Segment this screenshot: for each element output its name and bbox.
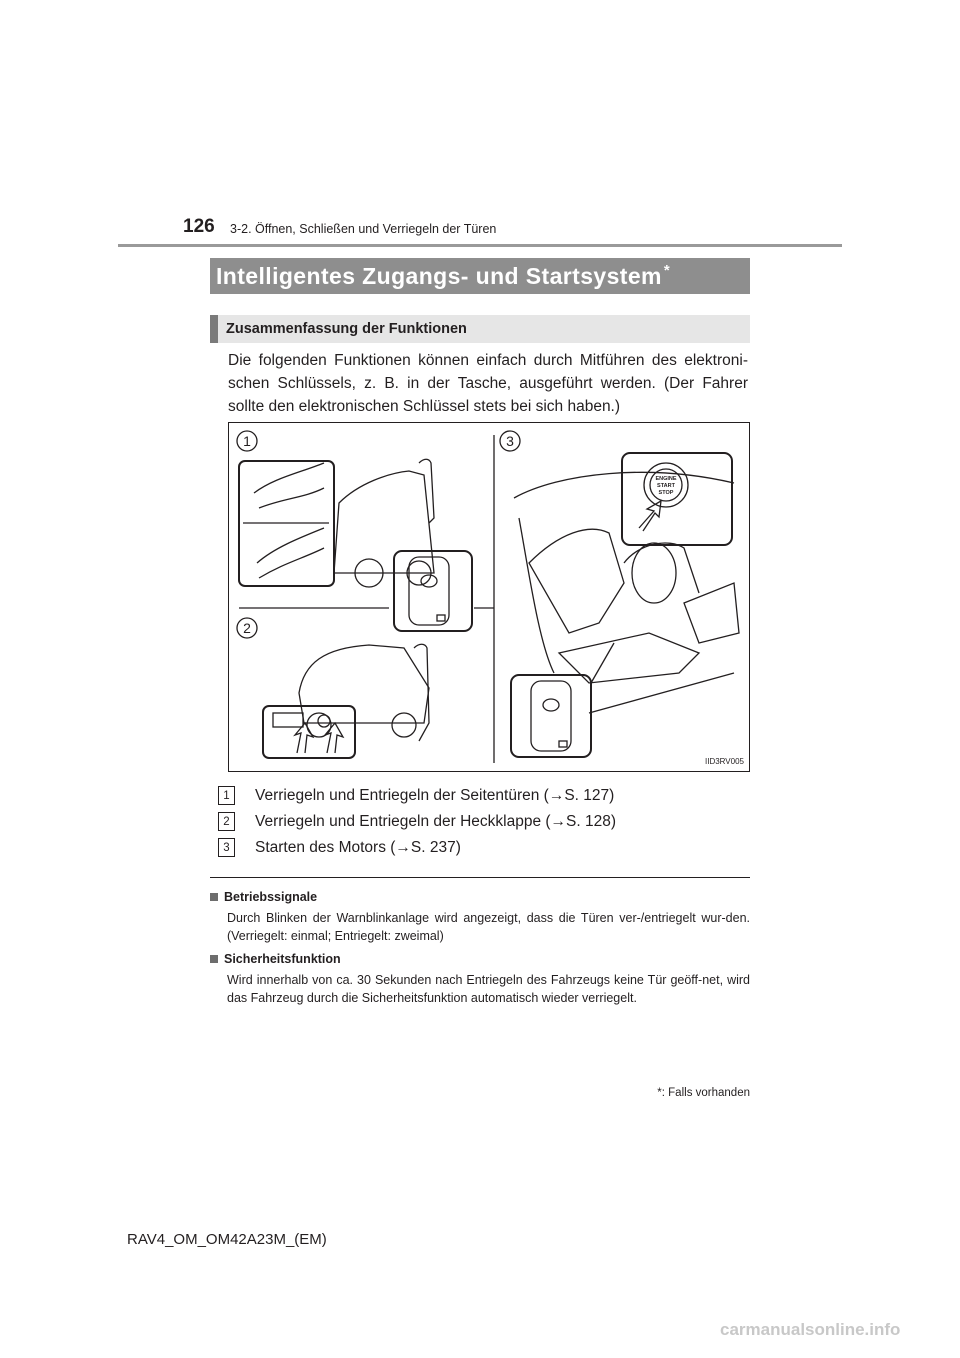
figure bbox=[228, 422, 750, 772]
button-text-stop: STOP bbox=[658, 490, 674, 496]
item-number: 1 bbox=[218, 786, 235, 805]
item-text: Verriegeln und Entriegeln der Seitentüren (→S. 127) bbox=[255, 786, 615, 804]
page-number: 126 bbox=[183, 216, 215, 237]
list-item bbox=[218, 812, 616, 831]
footnote: *: Falls vorhanden bbox=[657, 1087, 750, 1099]
note-title: Sicherheitsfunktion bbox=[224, 952, 341, 966]
list-item bbox=[218, 838, 461, 857]
illustration bbox=[229, 423, 749, 771]
section-rule bbox=[210, 877, 750, 878]
header-rule bbox=[118, 244, 842, 247]
note-heading bbox=[210, 952, 341, 966]
square-bullet-icon bbox=[210, 955, 218, 963]
item-number: 2 bbox=[218, 812, 235, 831]
button-text-start: START bbox=[657, 483, 675, 489]
callout-3: 3 bbox=[506, 433, 514, 449]
item-text: Verriegeln und Entriegeln der Heckklappe (→S. 128) bbox=[255, 812, 617, 830]
figure-code: IID3RV005 bbox=[705, 757, 744, 766]
section-header: 3-2. Öffnen, Schließen und Verriegeln der Türen bbox=[230, 222, 497, 236]
note-body: Wird innerhalb von ca. 30 Sekunden nach Entriegeln des Fahrzeugs keine Tür geöff-net, wird das Fahrzeug durch die Sicherheitsfunktion automatisch wieder verriegelt. bbox=[227, 973, 750, 1005]
document-code: RAV4_OM_OM42A23M_(EM) bbox=[127, 1231, 327, 1248]
note-heading bbox=[210, 890, 317, 904]
intro-paragraph: Die folgenden Funktionen können einfach durch Mitführen des elektroni-schen Schlüssels, z. B. in der Tasche, ausgeführt werden. (Der Fahrer sollte den elektronischen Schlüssel stets bei sich haben.) bbox=[228, 352, 748, 415]
callout-2: 2 bbox=[243, 620, 251, 636]
note-body: Durch Blinken der Warnblinkanlage wird angezeigt, dass die Türen ver-/entriegelt wur-den. (Verriegelt: einmal; Entriegelt: zweimal) bbox=[227, 911, 750, 943]
item-text: Starten des Motors (→S. 237) bbox=[255, 838, 461, 856]
item-number: 3 bbox=[218, 838, 235, 857]
square-bullet-icon bbox=[210, 893, 218, 901]
title-text: Intelligentes Zugangs- und Startsystem bbox=[216, 262, 662, 289]
button-text-engine: ENGINE bbox=[655, 476, 677, 482]
list-item bbox=[218, 786, 614, 805]
subheading: Zusammenfassung der Funktionen bbox=[210, 315, 750, 343]
page-title bbox=[210, 258, 750, 294]
title-asterisk: * bbox=[663, 261, 671, 279]
callout-1: 1 bbox=[243, 433, 251, 449]
note-title: Betriebssignale bbox=[224, 890, 318, 904]
watermark: carmanualsonline.info bbox=[720, 1320, 901, 1339]
